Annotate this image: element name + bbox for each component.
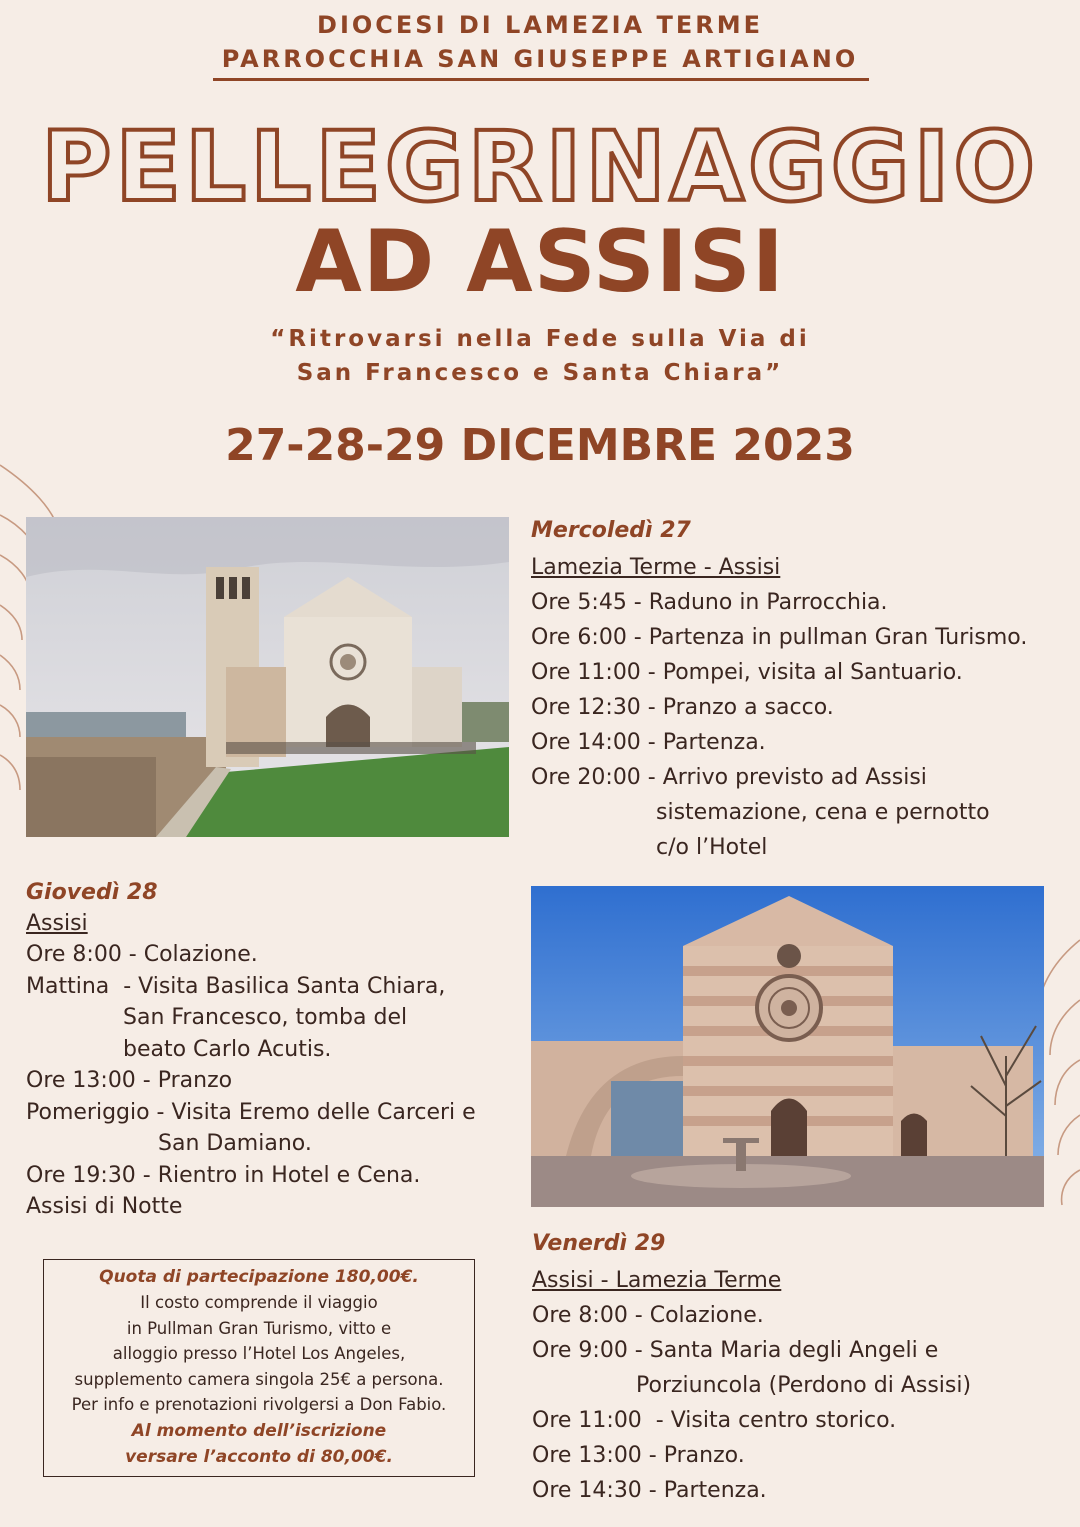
- day2-title: Giovedì 28: [26, 880, 158, 905]
- info-line: in Pullman Gran Turismo, vitto e: [126, 1318, 392, 1338]
- deposit-note-2: versare l’acconto di 80,00€.: [125, 1446, 393, 1467]
- day1-line: Ore 6:00 - Partenza in pullman Gran Turismo.: [531, 625, 1028, 650]
- motto-line-2: San Francesco e Santa Chiara”: [296, 360, 784, 386]
- info-box: [43, 1259, 475, 1477]
- basilica-santa-chiara-photo: [531, 886, 1044, 1207]
- day1-section: [531, 515, 1051, 865]
- info-line: Il costo comprende il viaggio: [140, 1293, 378, 1312]
- day2-line: Assisi di Notte: [26, 1194, 183, 1219]
- title-ad-assisi: AD ASSISI: [295, 212, 785, 312]
- info-line: alloggio presso l’Hotel Los Angeles,: [112, 1344, 406, 1363]
- day1-line: Ore 5:45 - Raduno in Parrocchia.: [531, 590, 888, 615]
- motto: [0, 322, 1080, 390]
- info-line: Per info e prenotazioni rivolgersi a Don Fabio.: [71, 1395, 447, 1414]
- day2-line: beato Carlo Acutis.: [123, 1036, 332, 1062]
- day2-line: San Damiano.: [158, 1131, 312, 1156]
- motto-line-1: “Ritrovarsi nella Fede sulla Via di: [270, 326, 810, 352]
- day2-line: Mattina - Visita Basilica Santa Chiara,: [26, 973, 446, 999]
- day3-title: Venerdì 29: [532, 1231, 666, 1256]
- day3-line: Ore 14:30 - Partenza.: [532, 1478, 767, 1503]
- day2-line: Ore 19:30 - Rientro in Hotel e Cena.: [26, 1162, 421, 1188]
- deposit-note-1: Al momento dell’iscrizione: [131, 1420, 387, 1441]
- day1-line: Ore 12:30 - Pranzo a sacco.: [531, 695, 834, 720]
- day3-line: Ore 8:00 - Colazione.: [532, 1303, 764, 1328]
- day2-line: Ore 8:00 - Colazione.: [26, 942, 258, 967]
- diocese-label: DIOCESI DI LAMEZIA TERME: [317, 11, 763, 39]
- day3-line: Ore 11:00 - Visita centro storico.: [532, 1408, 897, 1433]
- day1-line: c/o l’Hotel: [656, 835, 768, 860]
- day1-title: Mercoledì 27: [531, 518, 691, 543]
- day3-line: Ore 13:00 - Pranzo.: [532, 1443, 745, 1468]
- day2-route: Assisi: [26, 911, 88, 936]
- day3-line: Porziuncola (Perdono di Assisi): [636, 1373, 972, 1398]
- day1-line: Ore 11:00 - Pompei, visita al Santuario.: [531, 660, 963, 685]
- day1-line: Ore 14:00 - Partenza.: [531, 730, 766, 755]
- parish-label: PARROCCHIA SAN GIUSEPPE ARTIGIANO: [221, 45, 859, 73]
- quota-label: Quota di partecipazione 180,00€.: [99, 1267, 419, 1287]
- basilica-san-francesco-photo: [26, 517, 509, 837]
- header-divider: [213, 78, 869, 81]
- day2-line: San Francesco, tomba del: [123, 1005, 408, 1030]
- event-dates: 27-28-29 DICEMBRE 2023: [225, 420, 855, 471]
- info-line: supplemento camera singola 25€ a persona.: [74, 1369, 444, 1389]
- day2-line: Ore 13:00 - Pranzo: [26, 1068, 233, 1093]
- header: [0, 8, 1080, 76]
- day1-route: Lamezia Terme - Assisi: [531, 555, 781, 580]
- day1-line: sistemazione, cena e pernotto: [656, 800, 990, 825]
- day1-line: Ore 20:00 - Arrivo previsto ad Assisi: [531, 765, 927, 790]
- day3-line: Ore 9:00 - Santa Maria degli Angeli e: [532, 1338, 939, 1363]
- day3-route: Assisi - Lamezia Terme: [532, 1268, 782, 1293]
- day3-section: [532, 1228, 1052, 1508]
- day2-section: [26, 877, 516, 1223]
- day2-line: Pomeriggio - Visita Eremo delle Carceri e: [26, 1099, 476, 1125]
- title-pellegrinaggio: PELLEGRINAGGIO: [41, 111, 1039, 223]
